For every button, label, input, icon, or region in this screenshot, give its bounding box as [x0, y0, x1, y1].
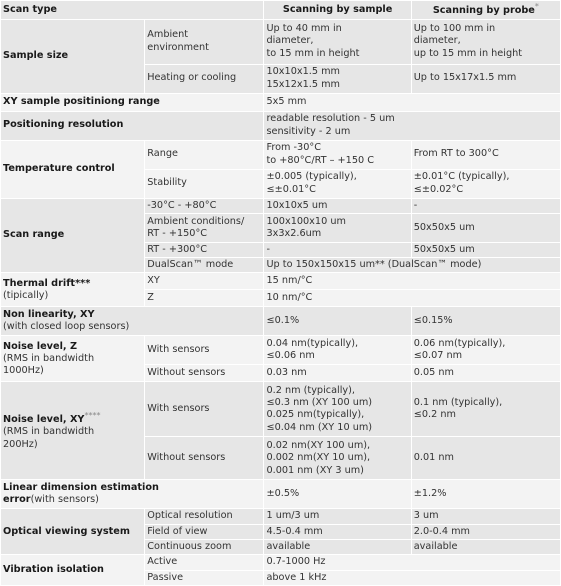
row-label-scan-range [1, 199, 144, 273]
table-cell: XY [145, 273, 263, 289]
table-cell: 0.04 nm(typically), ≤0.06 nm [264, 336, 410, 364]
table-cell: Without sensors [145, 365, 263, 381]
noise-xy-note: (RMS in bandwidth 200Hz) [3, 426, 95, 450]
linear-dimension-note: (with sensors) [30, 494, 99, 506]
table-cell: RT - +300°C [145, 243, 263, 257]
table-cell: 0.7-1000 Hz [264, 555, 560, 569]
table-cell: Up to 100 mm in diameter, up to 15 mm in height [412, 20, 560, 64]
table-cell: 50x50x5 um [412, 243, 560, 257]
row-label-positioning [1, 112, 263, 140]
table-cell: readable resolution - 5 um sensitivity - 2 um [264, 112, 560, 140]
table-cell: 5x5 mm [264, 94, 560, 111]
xy-range-label: XY sample positiniong range [3, 95, 160, 107]
table-cell: 10x10x5 um [264, 199, 410, 213]
table-cell: ±0.005 (typically), ≤±0.01°C [264, 170, 410, 198]
table-cell: ≤0.1% [264, 307, 410, 335]
non-linearity-note: (with closed loop sensors) [3, 321, 130, 333]
table-cell: With sensors [145, 336, 263, 364]
noise-z-label: Noise level, Z [3, 340, 77, 352]
table-cell: 1 um/3 um [264, 509, 410, 523]
table-cell: 10x10x1.5 mm 15x12x1.5 mm [264, 65, 410, 93]
noise-xy-label: Noise level, XY [3, 414, 85, 426]
table-cell: 0.2 nm (typically), ≤0.3 nm (XY 100 um) 0.025 nm(typically), ≤0.04 nm (XY 10 um) [264, 382, 410, 436]
row-label-noise-z [1, 336, 144, 381]
table-cell: Optical resolution [145, 509, 263, 523]
table-cell: Heating or cooling [145, 65, 263, 93]
table-cell: Up to 150x150x15 um** (DualScan™ mode) [264, 258, 560, 272]
table-cell: 10 nm/°C [264, 290, 560, 306]
table-cell: Continuous zoom [145, 540, 263, 554]
table-cell: 3 um [412, 509, 560, 523]
table-cell: 100x100x10 um 3x3x2.6um [264, 214, 410, 242]
row-label-xy-range [1, 94, 263, 111]
table-cell: Ambient conditions/ RT - +150°C [145, 214, 263, 242]
table-cell: Range [145, 141, 263, 169]
table-cell: -30°C - +80°C [145, 199, 263, 213]
table-cell: ±0.01°C (typically), ≤±0.02°C [412, 170, 560, 198]
table-row [1, 336, 560, 364]
table-cell: From RT to 300°C [412, 141, 560, 169]
row-label-optical [1, 509, 144, 554]
thermal-drift-mark: *** [75, 277, 91, 289]
table-row [1, 112, 560, 140]
noise-z-note: (RMS in bandwidth 1000Hz) [3, 352, 95, 377]
table-cell: Field of view [145, 525, 263, 539]
vibration-label: Vibration isolation [3, 564, 104, 576]
table-cell: 0.1 nm (typically), ≤0.2 nm [412, 382, 560, 436]
thermal-drift-label: Thermal drift [3, 277, 76, 289]
table-cell: Active [145, 555, 263, 569]
table-cell: ±1.2% [412, 480, 560, 508]
table-cell: available [264, 540, 410, 554]
table-row [1, 141, 560, 169]
table-cell: From -30°C to +80°C/RT – +150 C [264, 141, 410, 169]
table-cell: 50x50x5 um [412, 214, 560, 242]
table-cell: Without sensors [145, 437, 263, 479]
table-cell: ±0.5% [264, 480, 410, 508]
header-probe-label: Scanning by probe [432, 5, 535, 17]
table-cell: With sensors [145, 382, 263, 436]
table-row [1, 509, 560, 523]
table-cell: 0.02 nm(XY 100 um), 0.002 nm(XY 10 um), 0.001 nm (XY 3 um) [264, 437, 410, 479]
row-label-non-linearity [1, 307, 263, 335]
table-row [1, 480, 560, 508]
row-label-temperature [1, 141, 144, 198]
row-label-sample-size [1, 20, 144, 93]
positioning-label: Positioning resolution [3, 119, 124, 131]
thermal-drift-note: (tipically) [3, 289, 49, 301]
table-cell: 15 nm/°C [264, 273, 560, 289]
table-row [1, 555, 560, 569]
scan-range-label: Scan range [3, 229, 65, 241]
table-cell: available [412, 540, 560, 554]
table-cell: Up to 15x17x1.5 mm [412, 65, 560, 93]
table-row [1, 20, 560, 64]
table-cell: 0.03 nm [264, 365, 410, 381]
header-row [1, 1, 560, 19]
table-cell: Ambient environment [145, 20, 263, 64]
header-probe-footnote-mark: * [534, 2, 539, 11]
table-cell: 4.5-0.4 mm [264, 525, 410, 539]
table-cell: Z [145, 290, 263, 306]
table-cell: 0.05 nm [412, 365, 560, 381]
row-label-noise-xy [1, 382, 144, 479]
non-linearity-label: Non linearity, XY [3, 309, 95, 321]
row-label-linear-dimension [1, 480, 263, 508]
temperature-label: Temperature control [3, 162, 115, 174]
row-label-thermal-drift [1, 273, 144, 306]
table-row [1, 382, 560, 436]
table-row [1, 199, 560, 213]
sample-size-label: Sample size [3, 49, 69, 61]
table-row [1, 273, 560, 289]
noise-xy-mark: **** [84, 410, 101, 420]
table-cell: Passive [145, 571, 263, 585]
table-cell: Stability [145, 170, 263, 198]
table-cell: - [412, 199, 560, 213]
table-cell: - [264, 243, 410, 257]
header-scan-type: Scan type [1, 1, 263, 19]
table-cell: Up to 40 mm in diameter, to 15 mm in height [264, 20, 410, 64]
table-cell: 0.06 nm(typically), ≤0.07 nm [412, 336, 560, 364]
linear-dimension-label: Linear dimension estimation error [3, 482, 159, 506]
table-cell: 0.01 nm [412, 437, 560, 479]
table-row [1, 307, 560, 335]
table-cell: ≤0.15% [412, 307, 560, 335]
table-cell: above 1 kHz [264, 571, 560, 585]
header-scanning-by-probe [412, 1, 560, 19]
table-row [1, 94, 560, 111]
table-cell: DualScan™ mode [145, 258, 263, 272]
header-scanning-by-sample: Scanning by sample [264, 1, 410, 19]
optical-label: Optical viewing system [3, 525, 130, 537]
table-cell: 2.0-0.4 mm [412, 525, 560, 539]
